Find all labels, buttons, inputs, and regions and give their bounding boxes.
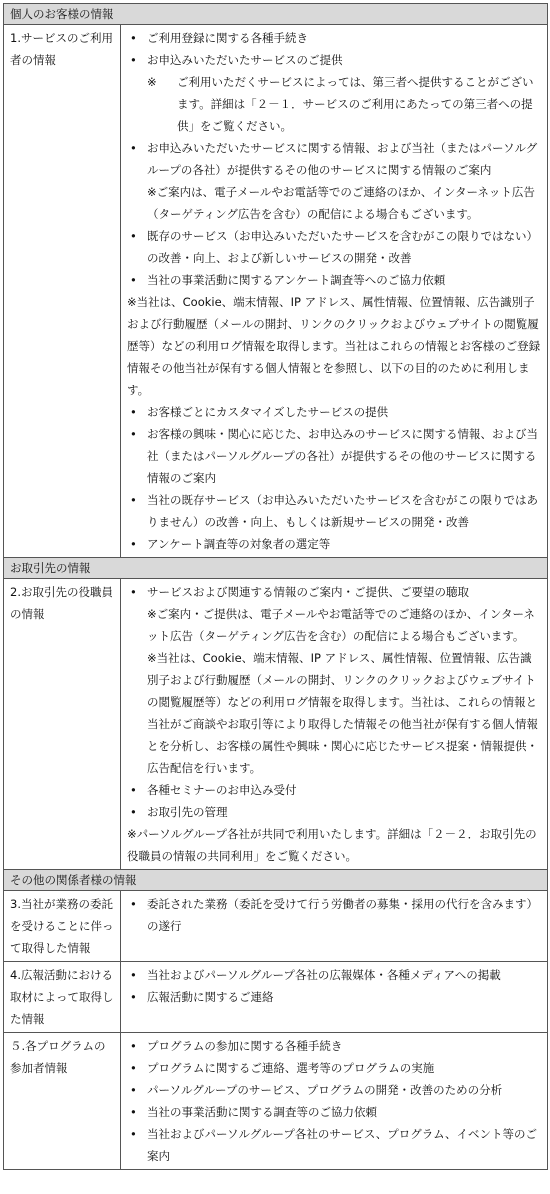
note-text: ご利用いただくサービスによっては、第三者へ提供することがございます。詳細は「２－１．サービスのご利用にあたっての第三者への提供」をご覧ください。 [177,75,534,133]
row-label: 4.広報活動における取材によって取得した情報 [4,962,121,1033]
row-content [121,962,548,1033]
row-content [121,25,548,558]
note: ※ご案内は、電子メールやお電話等でのご連絡のほか、インターネット広告（ターゲティング広告を含む）の配信による場合もございます。 [147,185,535,221]
list-item: • プログラムの参加に関する各種手続き [127,1035,542,1057]
table-row [4,579,548,870]
note-paragraph: ※パーソルグループ各社が共同で利用いたします。詳細は「２－２．お取引先の役職員の情報の共同利用」をご覧ください。 [127,827,537,863]
list-item: • 当社およびパーソルグループ各社のサービス、プログラム、イベント等のご案内 [127,1123,542,1167]
row-label: ５.各プログラムの参加者情報 [4,1033,121,1170]
note-paragraph: ※当社は、Cookie、端末情報、IP アドレス、属性情報、位置情報、広告識別子および行動履歴（メールの開封、リンクのクリックおよびウェブサイトの閲覧履歴等）などの利用ログ情報を取得します。当社はこれらの情報とお客様のご登録情報その他当社が保有する個人情報とを参照し、以下の目的のために利用します。 [127,295,541,397]
list-item: • お申込みいただいたサービスのご提供 [127,49,542,71]
row-content [121,1033,548,1170]
section-header-individual: 個人のお客様の情報 [4,4,548,25]
list-item: • ご利用登録に関する各種手続き [127,27,542,49]
note: ※当社は、Cookie、端末情報、IP アドレス、属性情報、位置情報、広告識別子および行動履歴（メールの開封、リンクのクリックおよびウェブサイトの閲覧履歴等）などの利用ログ情報を取得します。当社は、これらの情報と当社がご商談やお取引等により取得した情報その他当社が保有する個人情報とを分析し、お客様の属性や興味・関心に応じたサービス提案・情報提供・広告配信を行います。 [147,651,538,775]
row-content [121,891,548,962]
list-item: • 当社およびパーソルグループ各社の広報媒体・各種メディアへの掲載 [127,964,542,986]
list-item: • アンケート調査等の対象者の選定等 [127,533,542,555]
list-item: • 当社の事業活動に関する調査等のご協力依頼 [127,1101,542,1123]
row-label: 3.当社が業務の委託を受けることに伴って取得した情報 [4,891,121,962]
list-item: • サービスおよび関連する情報のご案内・ご提供、ご要望の聴取 [127,581,542,603]
section-header-business-partners: お取引先の情報 [4,558,548,579]
table-row [4,891,548,962]
row-content [121,579,548,870]
list-item: • プログラムに関するご連絡、選考等のプログラムの実施 [127,1057,542,1079]
row-label: 1.サービスのご利用者の情報 [4,25,121,558]
note: ※ご案内・ご提供は、電子メールやお電話等でのご連絡のほか、インターネット広告（ターゲティング広告を含む）の配信による場合もございます。 [147,607,535,643]
list-item: • 当社の事業活動に関するアンケート調査等へのご協力依頼 [127,269,542,291]
row-label: 2.お取引先の役職員の情報 [4,579,121,870]
table-row [4,962,548,1033]
table-row [4,25,548,558]
list-item: • 委託された業務（委託を受けて行う労働者の募集・採用の代行を含みます）の遂行 [127,893,542,937]
section-header-other-parties: その他の関係者様の情報 [4,870,548,891]
list-item: • 既存のサービス（お申込みいただいたサービスを含むがこの限りではない）の改善・向上、および新しいサービスの開発・改善 [127,225,542,269]
list-item: • お客様の興味・関心に応じた、お申込みのサービスに関する情報、および当社（またはパーソルグループの各社）が提供するその他のサービスに関する情報のご案内 [127,423,542,489]
list-item: • 各種セミナーのお申込み受付 [127,779,542,801]
list-item: • お取引先の管理 [127,801,542,823]
list-item: • パーソルグループのサービス、プログラムの開発・改善のための分析 [127,1079,542,1101]
list-item: • 広報活動に関するご連絡 [127,986,542,1008]
list-item: • お申込みいただいたサービスに関する情報、および当社（またはパーソルグループの各社）が提供するその他のサービスに関する情報のご案内 [127,137,542,181]
table-row [4,1033,548,1170]
purpose-table [3,3,548,1170]
list-item: • 当社の既存サービス（お申込みいただいたサービスを含むがこの限りではありません）の改善・向上、もしくは新規サービスの開発・改善 [127,489,542,533]
note-mark: ※ [147,75,157,89]
note [127,71,542,137]
list-item: • お客様ごとにカスタマイズしたサービスの提供 [127,401,542,423]
